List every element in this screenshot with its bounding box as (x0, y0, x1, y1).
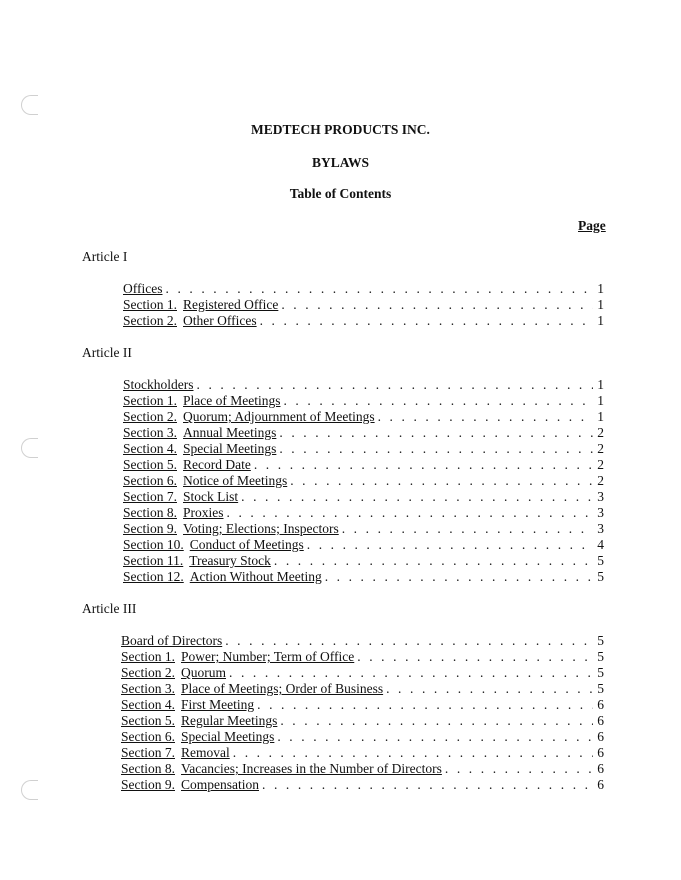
toc-section-number: Section 12. (123, 569, 184, 584)
toc-section-title: Conduct of Meetings (189, 537, 304, 552)
dot-leader (229, 665, 593, 681)
company-name: MEDTECH PRODUCTS INC. (251, 122, 430, 137)
toc-entry (123, 457, 604, 473)
toc-entry (123, 521, 604, 537)
toc-section-title: First Meeting (181, 697, 255, 712)
toc-section-title: Stock List (183, 489, 239, 504)
toc-entry (123, 425, 604, 441)
toc-page-number: 1 (597, 297, 604, 312)
toc-section-number: Section 2. (123, 313, 177, 328)
toc-page-number: 6 (597, 697, 604, 712)
punch-hole-bottom (21, 780, 38, 800)
dot-leader (254, 457, 593, 473)
toc-section-number: Section 1. (123, 297, 177, 312)
toc-entry (123, 377, 604, 393)
toc-page-number: 2 (597, 425, 604, 440)
toc-entry (123, 553, 604, 569)
toc-entry (123, 313, 604, 329)
toc-title: Table of Contents (289, 186, 392, 201)
toc-page-number: 5 (597, 649, 604, 664)
toc-page-number: 1 (597, 377, 604, 392)
toc-page-number: 5 (597, 569, 604, 584)
dot-leader (280, 713, 593, 729)
toc-entry (123, 505, 604, 521)
toc-entry (121, 777, 604, 793)
toc-page-number: 1 (597, 313, 604, 328)
dot-leader (197, 377, 594, 393)
toc-entry (123, 569, 604, 585)
toc-section-title: Place of Meetings; Order of Business (181, 681, 384, 696)
toc-section-title: Other Offices (183, 313, 257, 328)
toc-entry (121, 745, 604, 761)
dot-leader (262, 777, 593, 793)
toc-page-number: 1 (597, 281, 604, 296)
toc-page-number: 6 (597, 729, 604, 744)
dot-leader (257, 697, 593, 713)
toc-section-number: Section 8. (121, 761, 175, 776)
toc-page-number: 1 (597, 393, 604, 408)
toc-section-number: Section 7. (123, 489, 177, 504)
toc-section-title: Regular Meetings (181, 713, 278, 728)
article-3-heading: Article III (82, 601, 137, 616)
toc-section-title: Removal (181, 745, 230, 760)
toc-section-title: Power; Number; Term of Office (181, 649, 355, 664)
dot-leader (445, 761, 593, 777)
toc-section-title: Proxies (183, 505, 224, 520)
dot-leader (279, 441, 593, 457)
toc-page-number: 2 (597, 441, 604, 456)
toc-section-number: Section 9. (121, 777, 175, 792)
dot-leader (325, 569, 593, 585)
toc-entry (121, 665, 604, 681)
dot-leader (227, 505, 594, 521)
toc-section-title: Stockholders (123, 377, 194, 392)
toc-entry (123, 473, 604, 489)
toc-section-number: Section 5. (121, 713, 175, 728)
toc-entry (121, 761, 604, 777)
toc-page-number: 3 (597, 489, 604, 504)
toc-section-number: Section 2. (121, 665, 175, 680)
toc-page-number: 6 (597, 713, 604, 728)
toc-section-number: Section 3. (123, 425, 177, 440)
toc-section-number: Section 10. (123, 537, 184, 552)
toc-section-number: Section 1. (121, 649, 175, 664)
document-title: BYLAWS (311, 155, 370, 170)
toc-page-number: 5 (597, 681, 604, 696)
dot-leader (307, 537, 593, 553)
punch-hole-top (21, 95, 38, 115)
dot-leader (342, 521, 593, 537)
toc-entry (123, 393, 604, 409)
toc-page-number: 3 (597, 521, 604, 536)
dot-leader (283, 393, 593, 409)
toc-entry (123, 537, 604, 553)
dot-leader (386, 681, 593, 697)
dot-leader (241, 489, 593, 505)
toc-section-number: Section 7. (121, 745, 175, 760)
toc-page-number: 5 (597, 553, 604, 568)
toc-page-number: 6 (597, 777, 604, 792)
toc-entry (123, 489, 604, 505)
dot-leader (260, 313, 593, 329)
toc-page-number: 6 (597, 745, 604, 760)
dot-leader (279, 425, 593, 441)
toc-section-number: Section 9. (123, 521, 177, 536)
toc-section-title: Voting; Elections; Inspectors (183, 521, 339, 536)
toc-entry (123, 297, 604, 313)
toc-page-number: 6 (597, 761, 604, 776)
toc-section-title: Treasury Stock (189, 553, 271, 568)
toc-section-title: Vacancies; Increases in the Number of Directors (181, 761, 442, 776)
toc-entry (121, 633, 604, 649)
toc-section-number: Section 11. (123, 553, 184, 568)
toc-entry (121, 713, 604, 729)
toc-section-title: Board of Directors (121, 633, 223, 648)
dot-leader (274, 553, 593, 569)
toc-section-number: Section 4. (123, 441, 177, 456)
dot-leader (281, 297, 593, 313)
toc-section-title: Special Meetings (183, 441, 277, 456)
toc-section-title: Action Without Meeting (189, 569, 322, 584)
toc-section-title: Quorum; Adjournment of Meetings (183, 409, 375, 424)
toc-entry (123, 409, 604, 425)
toc-page-number: 2 (597, 457, 604, 472)
dot-leader (357, 649, 593, 665)
toc-section-title: Offices (123, 281, 163, 296)
page-column-heading: Page (578, 218, 606, 233)
toc-section-title: Annual Meetings (183, 425, 277, 440)
toc-section-number: Section 2. (123, 409, 177, 424)
toc-section-number: Section 1. (123, 393, 177, 408)
punch-hole-middle (21, 438, 38, 458)
toc-section-title: Registered Office (183, 297, 279, 312)
toc-page-number: 1 (597, 409, 604, 424)
toc-section-title: Compensation (181, 777, 259, 792)
dot-leader (378, 409, 593, 425)
toc-entry (123, 441, 604, 457)
toc-entry (121, 649, 604, 665)
toc-entry (121, 729, 604, 745)
toc-page-number: 5 (597, 665, 604, 680)
toc-page-number: 3 (597, 505, 604, 520)
toc-section-number: Section 6. (123, 473, 177, 488)
dot-leader (277, 729, 593, 745)
toc-page-number: 5 (597, 633, 604, 648)
toc-section-number: Section 4. (121, 697, 175, 712)
toc-section-number: Section 3. (121, 681, 175, 696)
dot-leader (166, 281, 594, 297)
toc-section-title: Place of Meetings (183, 393, 281, 408)
dot-leader (290, 473, 593, 489)
article-2-heading: Article II (82, 345, 132, 360)
toc-section-number: Section 6. (121, 729, 175, 744)
toc-section-title: Quorum (181, 665, 226, 680)
toc-entry (121, 697, 604, 713)
toc-page-number: 4 (597, 537, 604, 552)
toc-section-title: Notice of Meetings (183, 473, 288, 488)
article-1-heading: Article I (82, 249, 128, 264)
toc-entry (123, 281, 604, 297)
dot-leader (225, 633, 593, 649)
toc-section-title: Special Meetings (181, 729, 275, 744)
toc-page-number: 2 (597, 473, 604, 488)
toc-section-title: Record Date (183, 457, 251, 472)
toc-section-number: Section 5. (123, 457, 177, 472)
toc-section-number: Section 8. (123, 505, 177, 520)
toc-entry (121, 681, 604, 697)
dot-leader (233, 745, 593, 761)
